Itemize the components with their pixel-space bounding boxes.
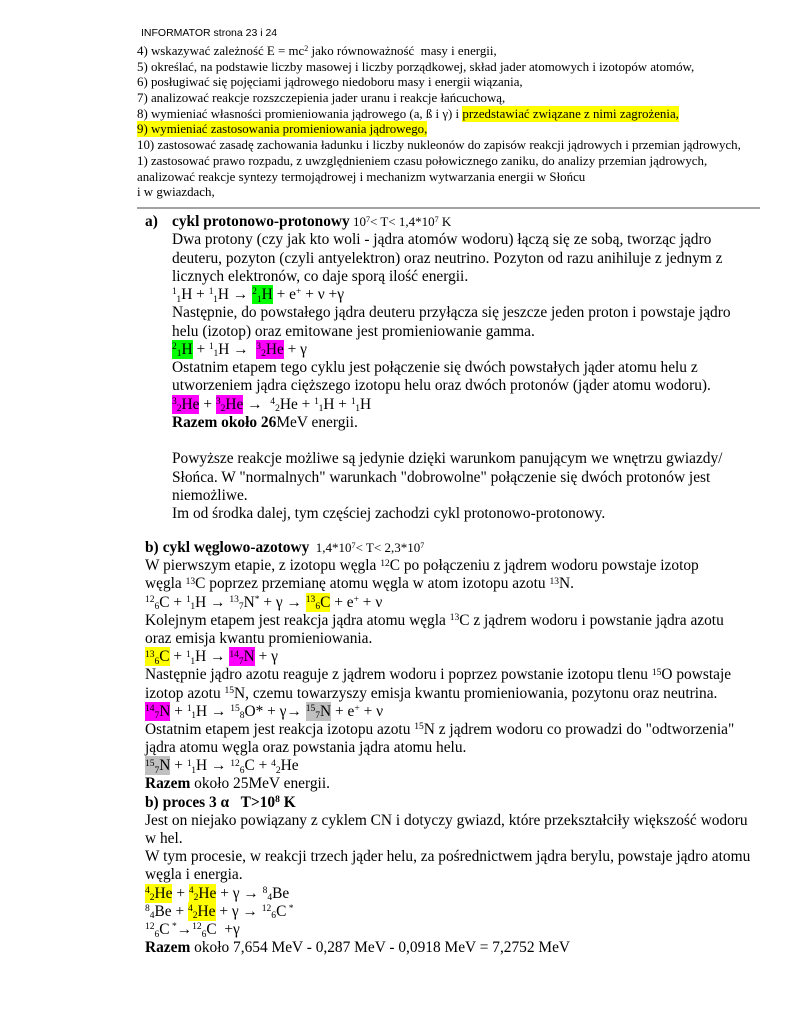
text-run: + ν +γ bbox=[301, 286, 345, 303]
text-run: H → bbox=[196, 757, 231, 775]
horizontal-rule bbox=[137, 207, 760, 209]
temperature-range bbox=[309, 540, 424, 555]
subscript: 1 bbox=[191, 710, 196, 722]
subscript: 1 bbox=[256, 293, 262, 305]
text-line bbox=[172, 286, 731, 304]
highlighted-text bbox=[462, 106, 679, 122]
text-run: + γ → bbox=[259, 593, 306, 611]
text-run: O* + γ→ bbox=[244, 702, 306, 720]
text-line bbox=[145, 866, 750, 884]
highlighted-text bbox=[145, 702, 170, 721]
text-line bbox=[145, 612, 750, 630]
superscript: 4 bbox=[145, 884, 150, 896]
bold-text: Razem bbox=[145, 939, 191, 957]
superscript: 15 bbox=[230, 703, 240, 715]
text-line bbox=[145, 775, 750, 793]
text-run: W pierwszym etapie, z izotopu węgla bbox=[145, 557, 381, 575]
superscript: 13 bbox=[305, 593, 316, 605]
text-run: węgla bbox=[145, 575, 186, 593]
text-run: 1,4*10 bbox=[309, 540, 352, 555]
text-line bbox=[145, 721, 750, 739]
subscript: 2 bbox=[176, 403, 182, 415]
temperature-range bbox=[229, 794, 296, 811]
text-run: 6) posługiwać się pojęciami jądrowego niedoboru masy i energii wiązania, bbox=[137, 75, 523, 90]
text-run: i w gwiazdach, bbox=[137, 185, 215, 200]
subscript: 1 bbox=[176, 348, 182, 360]
highlighted-text bbox=[229, 647, 254, 666]
superscript: 7 bbox=[365, 215, 371, 225]
text-run: + γ → bbox=[215, 902, 262, 920]
text-line bbox=[172, 377, 731, 395]
superscript: 14 bbox=[229, 648, 239, 660]
section-label: a) bbox=[145, 213, 158, 230]
section-label: b) bbox=[145, 539, 159, 556]
text-run: < T< 1,4*10 bbox=[370, 214, 435, 229]
superscript: 13 bbox=[549, 575, 559, 587]
subscript: 6 bbox=[271, 910, 277, 922]
requirement-line bbox=[137, 170, 741, 186]
superscript: 12 bbox=[192, 921, 202, 933]
section-title: proces 3 α bbox=[162, 793, 230, 811]
text-run: H + bbox=[181, 286, 209, 303]
requirement-line bbox=[137, 60, 741, 76]
text-line bbox=[145, 848, 750, 866]
section-body bbox=[145, 557, 750, 793]
superscript: 12 bbox=[145, 593, 155, 605]
subscript: 1 bbox=[190, 655, 196, 667]
text-line bbox=[145, 648, 750, 666]
section-label: b) bbox=[145, 793, 159, 811]
superscript: 2 bbox=[172, 341, 177, 353]
text-line bbox=[145, 830, 750, 848]
superscript: 4 bbox=[188, 884, 194, 896]
text-line bbox=[172, 323, 731, 341]
superscript: 14 bbox=[145, 703, 155, 715]
text-run: niemożliwe. bbox=[172, 486, 248, 504]
text-run: helu (izotop) oraz emitowane jest promieniowanie gamma. bbox=[172, 322, 535, 340]
text-run: węgla i energia. bbox=[145, 866, 243, 884]
requirement-line bbox=[137, 44, 741, 60]
text-run: + e bbox=[330, 593, 354, 611]
superscript: 8 bbox=[145, 903, 150, 915]
text-run: Ostatnim etapem jest reakcja izotopu azotu bbox=[145, 720, 415, 738]
subscript: 6 bbox=[154, 655, 160, 667]
text-run: 1) zastosować prawo rozpadu, z uwzględnieniem czasu połowicznego zaniku, do analizy przemian jądrowych, bbox=[137, 153, 708, 168]
superscript: 12 bbox=[380, 557, 390, 569]
text-run: Słońca. W "normalnych" warunkach "dobrowolne" połączenie się dwóch protonów jest bbox=[172, 468, 711, 486]
text-run: przedstawiać związane z nimi zagrożenia, bbox=[462, 106, 679, 121]
superscript: 8 bbox=[275, 794, 280, 806]
text-run: analizować reakcje syntezy termojądrowej i mechanizm wytwarzania energii w Słońcu bbox=[137, 169, 586, 184]
superscript: 15 bbox=[651, 666, 662, 678]
superscript: 7 bbox=[351, 541, 356, 551]
text-run: He bbox=[280, 757, 299, 775]
superscript: 1 bbox=[350, 395, 356, 407]
superscript: 1 bbox=[208, 286, 214, 298]
superscript: 13 bbox=[229, 593, 239, 605]
superscript: 15 bbox=[305, 703, 316, 715]
subscript: 6 bbox=[239, 764, 245, 776]
text-line bbox=[145, 739, 750, 757]
section-title: cykl protonowo-protonowy bbox=[172, 213, 350, 230]
text-run: Im od środka dalej, tym częściej zachodzi cykl protonowo-protonowy. bbox=[172, 505, 606, 522]
text-run: jądra atomu węgla oraz powstania jądra atomu helu. bbox=[145, 739, 467, 757]
text-line bbox=[172, 396, 731, 414]
highlighted-text bbox=[306, 702, 331, 721]
superscript: 1 bbox=[209, 341, 214, 353]
text-run: 9) wymieniać zastosowania promieniowania jądrowego, bbox=[137, 122, 428, 137]
subscript: 7 bbox=[315, 710, 321, 722]
text-line bbox=[145, 685, 750, 703]
section-heading bbox=[145, 794, 750, 812]
text-run: He bbox=[265, 340, 284, 358]
superscript: 2 bbox=[252, 286, 257, 298]
section-body bbox=[145, 812, 750, 958]
superscript: * bbox=[286, 903, 294, 915]
text-run: Powyższe reakcje możliwe są jedynie dzięki warunkom panującym we wnętrzu gwiazdy/ bbox=[172, 450, 723, 468]
text-run: Be + bbox=[154, 902, 189, 920]
text-run: H bbox=[360, 395, 372, 413]
text-run: Be bbox=[272, 884, 290, 902]
text-run: deuteru, pozyton (czyli antyelektron) oraz neutrino. Pozyton od razu anihiluje z jednym z bbox=[172, 249, 723, 267]
text-run: 7) analizować reakcje rozszczepienia jader uranu i reakcje łańcuchową, bbox=[137, 91, 506, 106]
subscript: 6 bbox=[154, 601, 160, 613]
text-run: + bbox=[169, 648, 186, 666]
highlighted-text bbox=[172, 340, 193, 359]
superscript: 15 bbox=[414, 721, 424, 733]
text-run: H → bbox=[196, 702, 231, 720]
text-run: C z jądrem wodoru i powstanie jądra azotu bbox=[459, 611, 724, 629]
text-run: + bbox=[170, 702, 187, 720]
text-run: + ν bbox=[359, 702, 384, 720]
section-title: cykl węglowo-azotowy bbox=[162, 539, 310, 556]
subscript: 1 bbox=[213, 293, 218, 305]
text-run: MeV energii. bbox=[276, 413, 358, 431]
superscript: 4 bbox=[271, 757, 276, 769]
text-line bbox=[172, 505, 731, 523]
section-cno-and-triple-alpha bbox=[145, 539, 750, 957]
highlighted-text bbox=[145, 756, 170, 775]
superscript: * bbox=[169, 921, 177, 933]
text-run: Ostatnim etapem tego cyklu jest połączenie się dwóch powstałych jąder atomu helu z bbox=[172, 359, 698, 376]
text-run: 4) wskazywać zależność E = mc bbox=[137, 44, 305, 58]
text-line bbox=[145, 939, 750, 957]
text-line bbox=[172, 450, 731, 468]
text-run: N bbox=[320, 702, 332, 720]
subscript: 4 bbox=[149, 910, 155, 922]
temperature-range bbox=[350, 214, 452, 229]
highlighted-text bbox=[188, 902, 215, 921]
text-line bbox=[172, 250, 731, 268]
superscript: 7 bbox=[420, 541, 425, 551]
text-run: + bbox=[172, 884, 189, 902]
text-run: jako równoważność masy i energii, bbox=[308, 44, 497, 58]
text-run: Jest on niejako powiązany z cyklem CN i dotyczy gwiazd, które przekształciły większość wodoru bbox=[145, 811, 748, 829]
text-run: W tym procesie, w reakcji trzech jąder helu, za pośrednictwem jądra berylu, powstaje jądro atomu bbox=[145, 848, 751, 866]
superscript: + bbox=[295, 286, 302, 298]
text-run: H → bbox=[217, 286, 253, 303]
subscript: 2 bbox=[149, 892, 155, 904]
text-run: He bbox=[198, 884, 217, 902]
superscript: 1 bbox=[186, 703, 192, 715]
superscript: 13 bbox=[185, 575, 196, 587]
text-line bbox=[145, 630, 750, 648]
requirement-line bbox=[137, 185, 741, 201]
text-run: N bbox=[243, 648, 255, 666]
text-run: H → bbox=[195, 648, 230, 666]
text-run: He bbox=[225, 395, 244, 413]
subscript: 1 bbox=[176, 293, 182, 305]
superscript: 8 bbox=[262, 884, 268, 896]
text-line bbox=[145, 557, 750, 575]
text-run: izotop azotu bbox=[145, 684, 225, 702]
superscript: 13 bbox=[449, 612, 460, 624]
subscript: 7 bbox=[154, 764, 160, 776]
superscript: 12 bbox=[230, 757, 240, 769]
text-run: T>10 bbox=[229, 793, 276, 811]
superscript: 1 bbox=[185, 648, 191, 660]
requirements-list bbox=[137, 44, 741, 201]
highlighted-text bbox=[137, 121, 427, 137]
text-run: H bbox=[261, 286, 273, 303]
superscript: 7 bbox=[434, 215, 439, 225]
highlighted-text bbox=[145, 647, 170, 666]
section-note bbox=[145, 450, 731, 523]
requirement-line bbox=[137, 122, 741, 138]
text-run: < T< 2,3*10 bbox=[355, 540, 421, 555]
text-line bbox=[172, 359, 731, 377]
text-run: około 7,654 MeV - 0,287 MeV - 0,0918 MeV = 7,2752 MeV bbox=[190, 939, 571, 957]
superscript: 4 bbox=[188, 903, 193, 915]
text-run: He + bbox=[279, 395, 315, 413]
superscript: 2 bbox=[304, 44, 309, 54]
superscript: 15 bbox=[224, 684, 235, 696]
text-run: C bbox=[276, 902, 287, 920]
text-run: C po połączeniu z jądrem wodoru powstaje izotop bbox=[389, 557, 699, 575]
text-run: C +γ bbox=[206, 920, 240, 938]
text-line bbox=[172, 231, 731, 249]
text-run: He bbox=[197, 902, 216, 920]
text-run: + bbox=[199, 395, 216, 413]
superscript: 1 bbox=[186, 757, 192, 769]
subscript: 7 bbox=[238, 655, 244, 667]
text-run: He bbox=[181, 395, 200, 413]
text-run: 10 bbox=[349, 214, 366, 229]
text-run: około 25MeV energii. bbox=[190, 775, 330, 793]
requirement-line bbox=[137, 91, 741, 107]
subscript: 1 bbox=[191, 764, 196, 776]
text-run: C + bbox=[244, 757, 272, 775]
text-run: Następnie jądro azotu reaguje z jądrem wodoru i poprzez powstanie izotopu tlenu bbox=[145, 666, 652, 684]
text-run: + γ bbox=[254, 648, 278, 666]
text-run: w hel. bbox=[145, 830, 183, 847]
text-run: Kolejnym etapem jest reakcja jądra atomu węgla bbox=[145, 611, 450, 629]
text-line bbox=[145, 594, 750, 612]
superscript: * bbox=[254, 593, 260, 605]
superscript: 3 bbox=[172, 395, 177, 407]
subscript: 6 bbox=[315, 601, 321, 613]
subscript: 2 bbox=[275, 764, 281, 776]
superscript: + bbox=[353, 593, 359, 605]
subscript: 6 bbox=[201, 928, 207, 940]
text-run: N bbox=[159, 702, 171, 720]
highlighted-text bbox=[306, 593, 331, 612]
requirement-line bbox=[137, 107, 741, 123]
highlighted-text bbox=[145, 884, 172, 903]
subscript: 6 bbox=[154, 928, 160, 940]
text-run: oraz emisja kwantu promieniowania. bbox=[145, 629, 373, 647]
text-line bbox=[145, 666, 750, 684]
subscript: 2 bbox=[275, 403, 280, 415]
text-run: C bbox=[159, 920, 170, 938]
highlighted-text bbox=[252, 285, 273, 304]
text-line bbox=[145, 885, 750, 903]
text-run: + γ bbox=[283, 340, 307, 358]
text-run: + ν bbox=[358, 593, 383, 611]
text-line bbox=[145, 575, 750, 593]
text-line bbox=[145, 921, 750, 939]
subscript: 1 bbox=[213, 348, 219, 360]
subscript: 2 bbox=[220, 403, 226, 415]
subscript: 7 bbox=[238, 601, 244, 613]
highlighted-text bbox=[172, 395, 199, 414]
superscript: 1 bbox=[314, 395, 319, 407]
text-run: N. bbox=[558, 575, 574, 593]
text-run: 10) zastosować zasadę zachowania ładunku i liczby nukleonów do zapisów reakcji jądrowych i przemian jądrowych, bbox=[137, 138, 741, 153]
text-run: → bbox=[176, 920, 193, 938]
text-run: C + bbox=[159, 593, 186, 611]
subscript: 1 bbox=[190, 601, 196, 613]
subscript: 7 bbox=[154, 710, 160, 722]
requirement-line bbox=[137, 75, 741, 91]
subscript: 2 bbox=[261, 348, 266, 360]
superscript: 1 bbox=[185, 593, 191, 605]
text-run: + e bbox=[272, 286, 296, 303]
text-run: N bbox=[243, 593, 255, 611]
text-line bbox=[145, 757, 750, 775]
superscript: 15 bbox=[145, 757, 155, 769]
text-run: H + bbox=[323, 395, 351, 413]
superscript: 13 bbox=[145, 648, 155, 660]
text-run: N, czemu towarzyszy emisja kwantu promieniowania, pozytonu oraz neutrina. bbox=[234, 684, 718, 702]
text-run: licznych elektronów, co daje sporą ilość energii. bbox=[172, 267, 469, 285]
subscript: 4 bbox=[267, 892, 273, 904]
text-line bbox=[172, 341, 731, 359]
superscript: 1 bbox=[172, 286, 177, 298]
text-run: + bbox=[170, 757, 187, 775]
subscript: 8 bbox=[239, 710, 245, 722]
requirement-line bbox=[137, 154, 741, 170]
text-run: + e bbox=[331, 702, 355, 720]
text-run: K bbox=[279, 793, 296, 811]
requirement-line bbox=[137, 138, 741, 154]
superscript: 4 bbox=[270, 395, 276, 407]
superscript: 3 bbox=[215, 395, 221, 407]
superscript: + bbox=[354, 703, 360, 715]
superscript: 12 bbox=[145, 921, 155, 933]
superscript: 12 bbox=[261, 903, 272, 915]
text-run: C poprzez przemianę atomu węgla w atom izotopu azotu bbox=[195, 575, 550, 593]
text-run: 8) wymieniać własności promieniowania jądrowego (a, ß i γ) i bbox=[137, 106, 463, 121]
text-line bbox=[145, 903, 750, 921]
text-run: Następnie, do powstałego jądra deuteru przyłącza się jeszcze jeden proton i powstaje jądro bbox=[172, 304, 731, 322]
page-header: INFORMATOR strona 23 i 24 bbox=[141, 27, 278, 39]
text-line bbox=[145, 812, 750, 830]
text-run: C bbox=[320, 593, 331, 611]
superscript: 3 bbox=[256, 341, 262, 353]
subscript: 2 bbox=[193, 892, 199, 904]
text-run: + γ → bbox=[216, 884, 263, 902]
highlighted-text bbox=[216, 395, 243, 414]
text-run: K bbox=[438, 214, 452, 229]
bold-text: Razem bbox=[145, 775, 191, 793]
text-run: H → bbox=[195, 593, 230, 611]
text-line bbox=[172, 268, 731, 286]
text-run: N z jądrem wodoru co prowadzi do "odtworzenia" bbox=[423, 720, 735, 738]
text-run: → bbox=[243, 395, 271, 413]
section-heading bbox=[145, 539, 750, 557]
text-run: O powstaje bbox=[661, 666, 732, 684]
section-proton-proton-cycle bbox=[145, 213, 731, 523]
subscript: 2 bbox=[192, 910, 198, 922]
text-run: utworzeniem jądra cięższego izotopu helu oraz dwóch protonów (jąder atomu wodoru). bbox=[172, 377, 711, 395]
bold-text: Razem około 26 bbox=[172, 413, 277, 431]
text-run: He bbox=[154, 884, 173, 902]
subscript: 1 bbox=[355, 403, 361, 415]
text-line bbox=[145, 703, 750, 721]
text-run: Dwa protony (czy jak kto woli - jądra atomów wodoru) łączą się ze sobą, tworząc jądro bbox=[172, 231, 712, 249]
text-run: + bbox=[192, 340, 210, 358]
text-run: 5) określać, na podstawie liczby masowej i liczby porządkowej, skład jader atomowych i izotopów atomów, bbox=[137, 59, 695, 74]
text-line bbox=[172, 487, 731, 505]
highlighted-text bbox=[189, 884, 216, 903]
text-run: C bbox=[159, 648, 170, 666]
text-run: H → bbox=[218, 340, 257, 358]
text-line bbox=[172, 414, 731, 432]
text-run: H bbox=[181, 340, 193, 358]
subscript: 1 bbox=[318, 403, 324, 415]
text-line bbox=[172, 304, 731, 322]
highlighted-text bbox=[256, 340, 283, 359]
section-heading bbox=[145, 213, 731, 231]
text-line bbox=[172, 469, 731, 487]
section-body bbox=[145, 231, 731, 432]
text-run: N bbox=[159, 757, 171, 775]
